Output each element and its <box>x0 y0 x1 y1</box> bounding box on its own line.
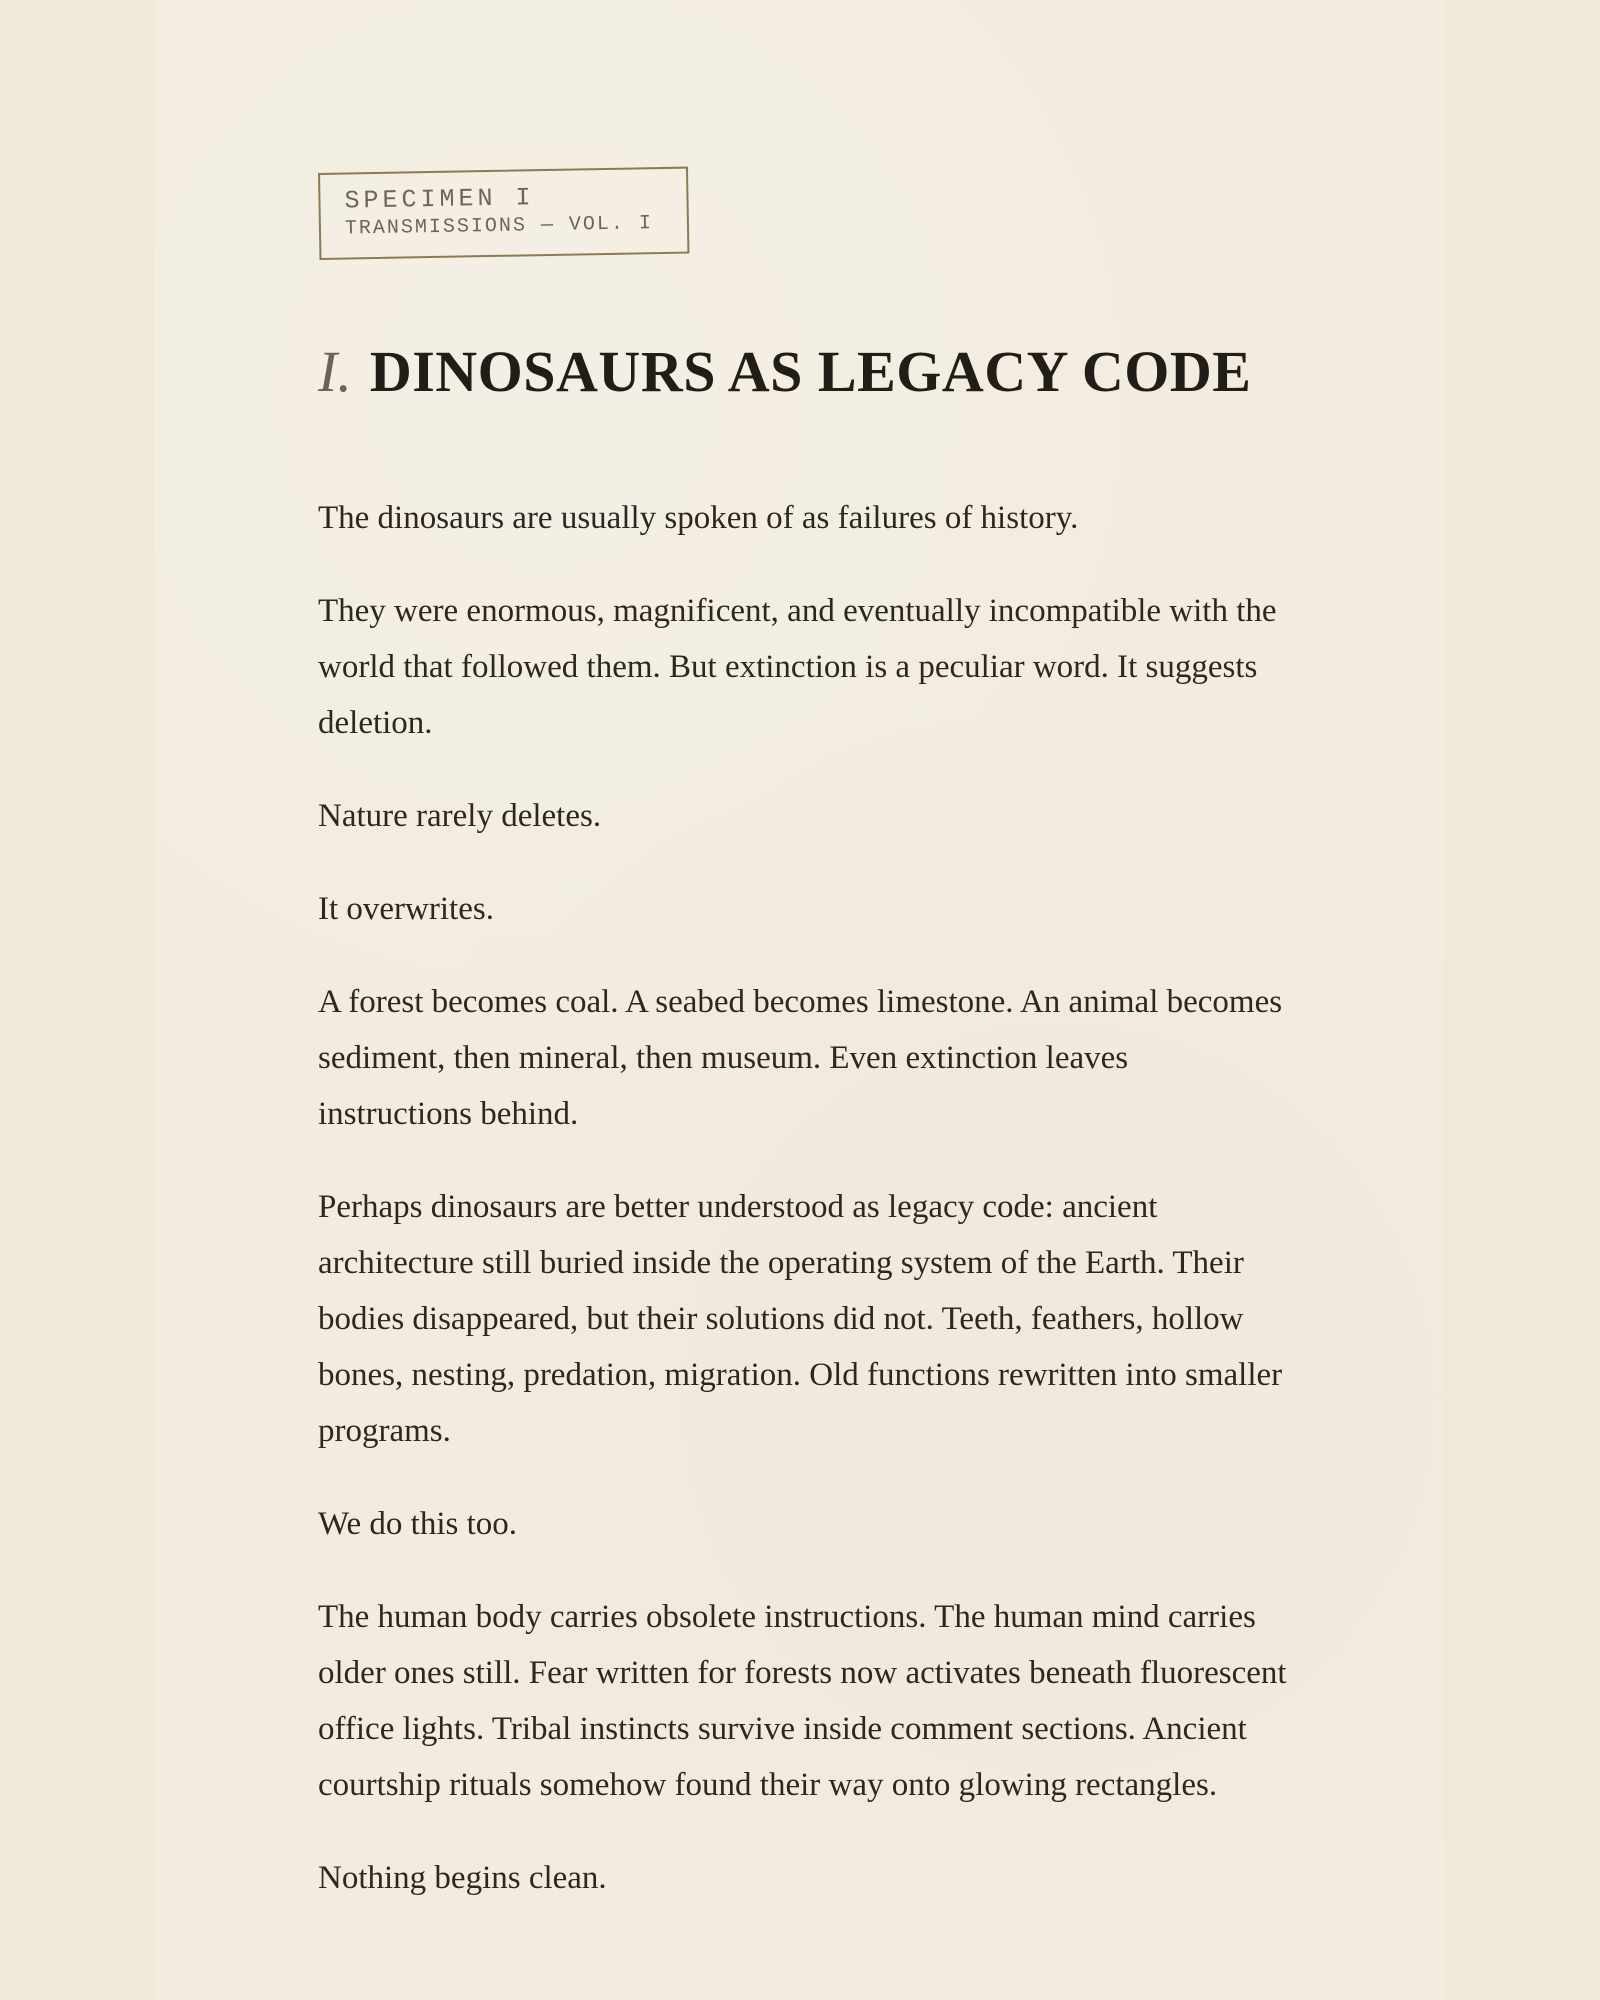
specimen-stamp <box>318 167 689 260</box>
paragraph: Perhaps dinosaurs are better understood as legacy code: ancient architecture still buried inside the operating system of the Earth. Their bodies disappeared, but their solutions did not. Teeth, feathers, hollow bones, nesting, predation, migration. Old functions rewritten into smaller programs. <box>318 1189 1283 1449</box>
paragraph: The dinosaurs are usually spoken of as failures of history. <box>318 500 1079 536</box>
stamp-title: SPECIMEN I <box>344 183 535 216</box>
paragraph: It overwrites. <box>318 891 494 927</box>
paragraph: Nothing begins clean. <box>318 1860 607 1896</box>
paragraph: We do this too. <box>318 1506 517 1542</box>
paragraph: The human body carries obsolete instructions. The human mind carries older ones still. Fear written for forests now activates beneath fluorescent office lights. Tribal instincts survive inside comment sections. Ancient courtship rituals somehow found their way onto glowing rectangles. <box>318 1599 1287 1803</box>
article-body <box>318 490 1288 1943</box>
paragraph: A forest becomes coal. A seabed becomes limestone. An animal becomes sediment, then mineral, then museum. Even extinction leaves instructions behind. <box>318 984 1283 1132</box>
chapter-numeral: I. <box>318 339 352 404</box>
paragraph: They were enormous, magnificent, and eventually incompatible with the world that followed them. But extinction is a peculiar word. It suggests deletion. <box>318 593 1277 741</box>
chapter-heading <box>318 338 1251 405</box>
paragraph: Nature rarely deletes. <box>318 798 602 834</box>
chapter-title: DINOSAURS AS LEGACY CODE <box>369 339 1252 404</box>
stamp-subtitle: TRANSMISSIONS — VOL. I <box>344 212 654 241</box>
